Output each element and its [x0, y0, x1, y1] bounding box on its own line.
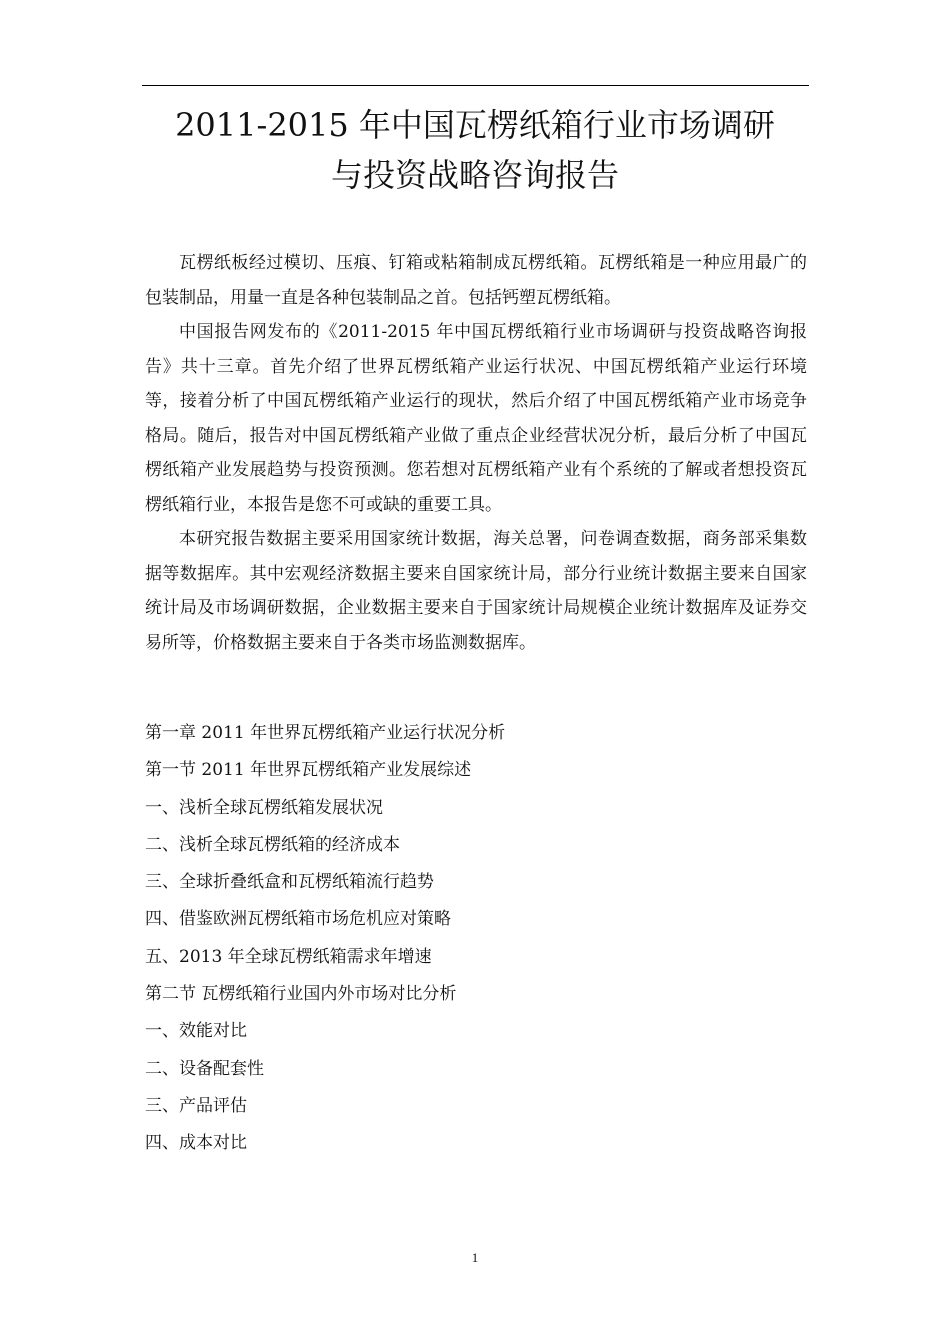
paragraph: 本研究报告数据主要采用国家统计数据，海关总署，问卷调查数据，商务部采集数据等数据库。其中宏观经济数据主要来自国家统计局，部分行业统计数据主要来自国家统计局及市场调研数据，企业数据主要来自于国家统计局规模企业统计数据库及证券交易所等，价格数据主要来自于各类市场监测数据库。 — [145, 529, 807, 653]
toc-item: 二、设备配套性 — [145, 1058, 264, 1079]
toc-item: 一、效能对比 — [145, 1021, 247, 1042]
paragraph: 瓦楞纸板经过模切、压痕、钉箱或粘箱制成瓦楞纸箱。瓦楞纸箱是一种应用最广的包装制品，用量一直是各种包装制品之首。包括钙塑瓦楞纸箱。 — [145, 253, 807, 308]
toc-chapter: 第一章 2011 年世界瓦楞纸箱产业运行状况分析 — [145, 723, 506, 743]
toc-item: 一、浅析全球瓦楞纸箱发展状况 — [145, 797, 383, 818]
document-title — [100, 100, 850, 200]
header-rule — [142, 85, 809, 86]
toc-item: 三、产品评估 — [145, 1095, 247, 1116]
toc-item: 三、全球折叠纸盒和瓦楞纸箱流行趋势 — [145, 872, 434, 893]
table-of-contents — [145, 715, 807, 1163]
title-line-2: 与投资战略咨询报告 — [330, 156, 619, 194]
toc-item: 二、浅析全球瓦楞纸箱的经济成本 — [145, 834, 400, 855]
toc-item: 五、2013 年全球瓦楞纸箱需求年增速 — [145, 946, 432, 967]
toc-section: 第一节 2011 年世界瓦楞纸箱产业发展综述 — [145, 760, 472, 781]
title-line-1: 2011-2015 年中国瓦楞纸箱行业市场调研 — [175, 106, 775, 144]
introduction — [145, 246, 807, 660]
paragraph: 中国报告网发布的《2011-2015 年中国瓦楞纸箱行业市场调研与投资战略咨询报告》共十三章。首先介绍了世界瓦楞纸箱产业运行状况、中国瓦楞纸箱产业运行环境等，接着分析了中国瓦楞纸箱产业运行的现状，然后介绍了中国瓦楞纸箱产业市场竞争格局。随后，报告对中国瓦楞纸箱产业做了重点企业经营状况分析，最后分析了中国瓦楞纸箱产业发展趋势与投资预测。您若想对瓦楞纸箱产业有个系统的了解或者想投资瓦楞纸箱行业，本报告是您不可或缺的重要工具。 — [145, 322, 807, 515]
page-number: 1 — [471, 1250, 479, 1265]
toc-item: 四、成本对比 — [145, 1133, 247, 1154]
toc-section: 第二节 瓦楞纸箱行业国内外市场对比分析 — [145, 984, 457, 1005]
toc-item: 四、借鉴欧洲瓦楞纸箱市场危机应对策略 — [145, 909, 451, 930]
